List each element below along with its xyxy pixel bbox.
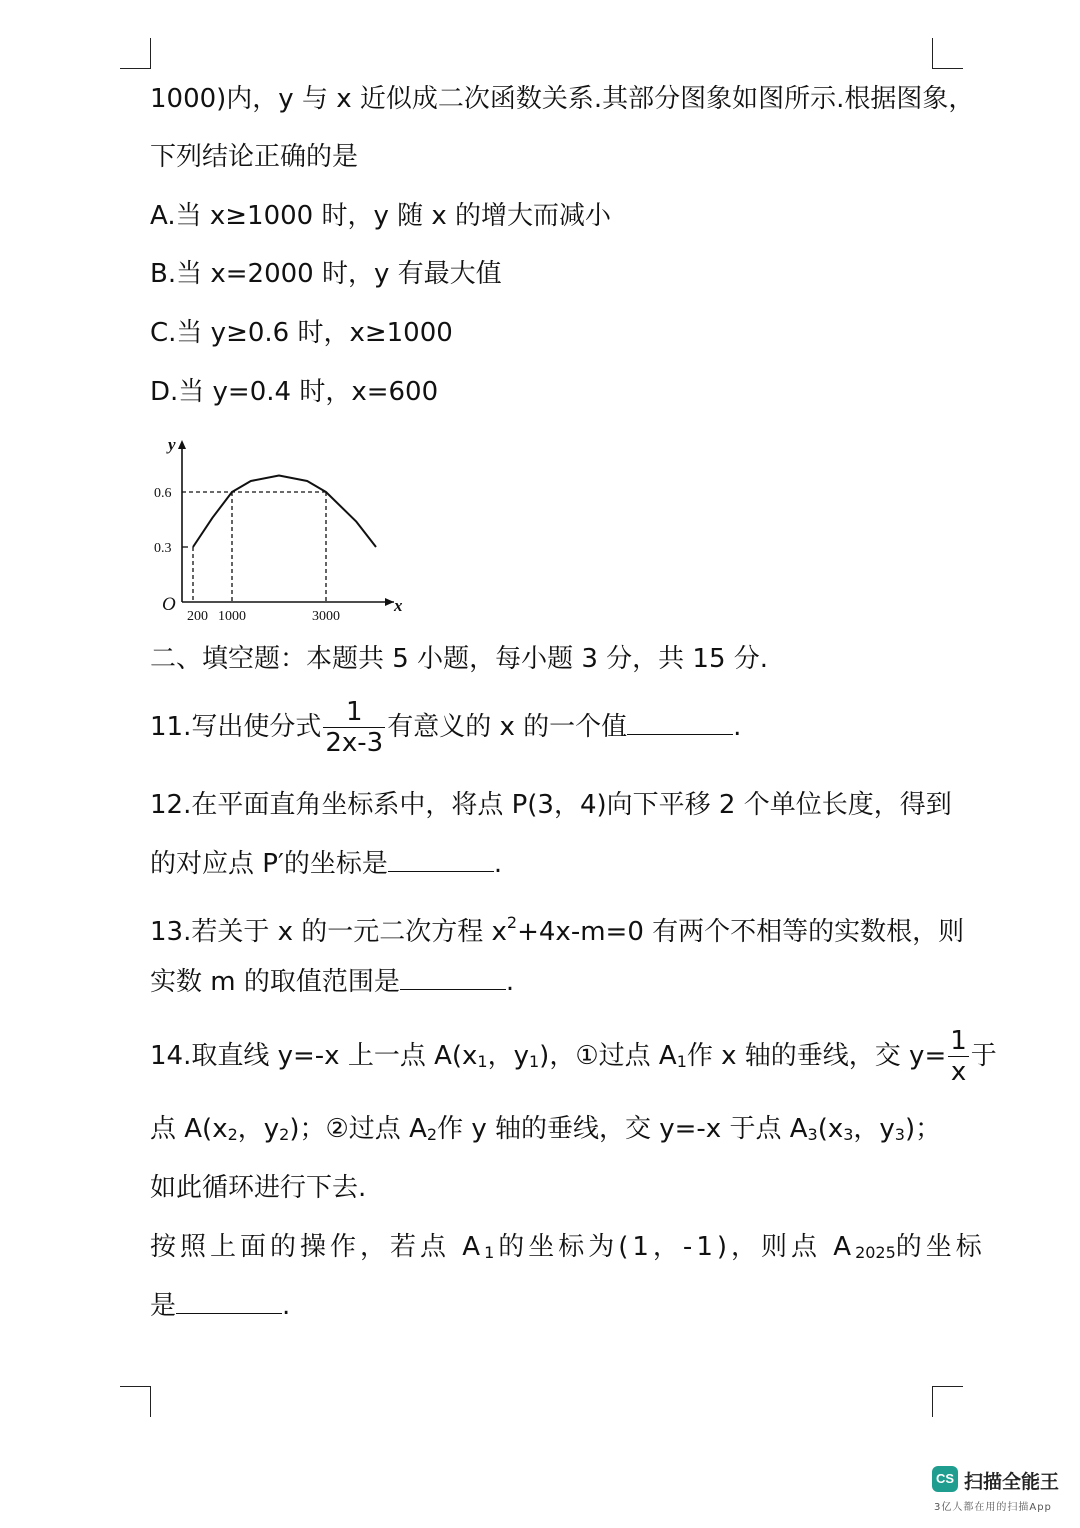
graph-curve [193,475,376,547]
q14-fraction-numerator: 1 [950,1026,967,1056]
q12-line-1: 12.在平面直角坐标系中，将点 P(3，4)向下平移 2 个单位长度，得到 [150,790,952,820]
q10-option-d: D.当 y=0.4 时，x=600 [150,377,439,407]
q14-line-5-text: 是 [150,1291,177,1321]
q11-fraction [323,697,385,758]
q14-l2-b: ，y [237,1114,280,1144]
q14-l2-a: 点 A(x [150,1114,228,1144]
q14-l2-g: )； [904,1114,942,1144]
q11-fraction-denominator: 2x-3 [325,728,384,758]
q13-line-2-text: 实数 m 的取值范围是 [150,967,400,997]
q14-sub: 1 [528,1052,540,1071]
q10-line-1: 1000)内，y 与 x 近似成二次函数关系.其部分图象如图所示.根据图象， [150,84,975,114]
q11-fraction-numerator: 1 [323,697,385,728]
x-tick-3000: 3000 [312,609,340,622]
q14-sub: 2 [227,1125,238,1144]
section-2-header: 二、填空题：本题共 5 小题，每小题 3 分，共 15 分. [150,644,769,674]
q13-answer-blank[interactable] [400,965,506,990]
corner-mark-top-left [120,38,151,69]
q14-sub: 1 [484,1243,499,1262]
q14-l2-f: ，y [853,1114,895,1144]
q13-part-2: +4x-m=0 有两个不相等的实数根，则 [517,917,965,947]
q14-fraction-denominator: x [950,1057,967,1087]
x-axis-arrow [385,598,394,606]
q14-sub: 3 [894,1125,905,1144]
q14-fraction [948,1026,969,1087]
q12-line-2 [150,847,502,881]
x-axis-label: x [394,596,403,615]
x-tick-1000: 1000 [218,609,246,622]
q14-l2-d: 作 y 轴的垂线，交 y=-x 于点 A [437,1114,808,1144]
corner-mark-top-right [932,38,963,69]
q10-line-2: 下列结论正确的是 [150,142,359,172]
q14-l1-d: 作 x 轴的垂线，交 y= [686,1041,947,1071]
q12-line-2-text: 的对应点 P′的坐标是 [150,849,388,879]
q12-answer-blank[interactable] [388,847,494,872]
origin-label: O [162,594,176,615]
q12-end: . [493,849,503,879]
q13-end: . [505,967,515,997]
q11-suffix: 有意义的 x 的一个值 [387,712,628,742]
q14-sub: 1 [676,1052,687,1071]
y-axis-label: y [168,435,176,454]
q14-l1-c: )，①过点 A [539,1041,677,1071]
q14-sub: 2 [279,1125,290,1144]
q11-end: . [733,712,742,742]
watermark-name: 扫描全能王 [964,1471,1060,1493]
y-tick-0.3: 0.3 [154,541,172,556]
q11-answer-blank[interactable] [627,710,733,735]
q14-l4-c: 的坐标 [895,1232,986,1262]
graph-axes [178,440,394,606]
q14-l1-a: 14.取直线 y=-x 上一点 A(x [150,1041,478,1071]
y-tick-0.6: 0.6 [154,486,172,501]
corner-mark-bottom-left [120,1386,151,1417]
q14-l2-c: )；②过点 A [289,1114,427,1144]
q13-exponent: 2 [506,913,518,932]
parabola-curve [193,476,376,548]
q11 [150,697,741,758]
q14-sub: 3 [843,1125,854,1144]
q14-end: . [282,1291,291,1321]
q14-sub: 3 [807,1125,818,1144]
q14-line-1 [150,1025,997,1093]
q14-line-3: 如此循环进行下去. [150,1173,367,1203]
y-axis-arrow [178,440,186,449]
q14-line-2 [150,1112,941,1152]
corner-mark-bottom-right [932,1386,963,1417]
q14-sub: 2 [426,1125,438,1144]
camscanner-watermark [932,1466,1072,1522]
graph-labels [154,435,403,622]
q13-line-2 [150,965,514,999]
q14-answer-blank[interactable] [176,1289,282,1314]
q14-sub: 1 [477,1052,488,1071]
q10-option-c: C.当 y≥0.6 时，x≥1000 [150,318,453,348]
q14-l4-a: 按照上面的操作，若点 A [150,1232,485,1262]
q13-line-1 [150,906,964,949]
q14-line-5 [150,1289,290,1323]
camscanner-logo-icon: CS [932,1466,958,1492]
q14-line-4 [150,1230,986,1270]
watermark-tagline: 3亿人都在用的扫描App [934,1502,1052,1513]
q14-l1-e: 于 [970,1041,997,1071]
graph-guides [182,492,326,602]
x-tick-200: 200 [187,609,208,622]
q14-l4-b: 的坐标为(1，-1)，则点 A [498,1232,856,1262]
parabola-graph [148,430,408,622]
q14-l1-b: ，y [487,1041,529,1071]
q14-l2-e: (x [817,1114,844,1144]
q10-option-a: A.当 x≥1000 时，y 随 x 的增大而减小 [150,201,612,231]
q13-part-1: 13.若关于 x 的一元二次方程 x [150,917,507,947]
q10-option-b: B.当 x=2000 时，y 有最大值 [150,259,502,289]
q14-sub-2025: 2025 [855,1243,896,1262]
q11-prefix: 11.写出使分式 [150,712,322,742]
